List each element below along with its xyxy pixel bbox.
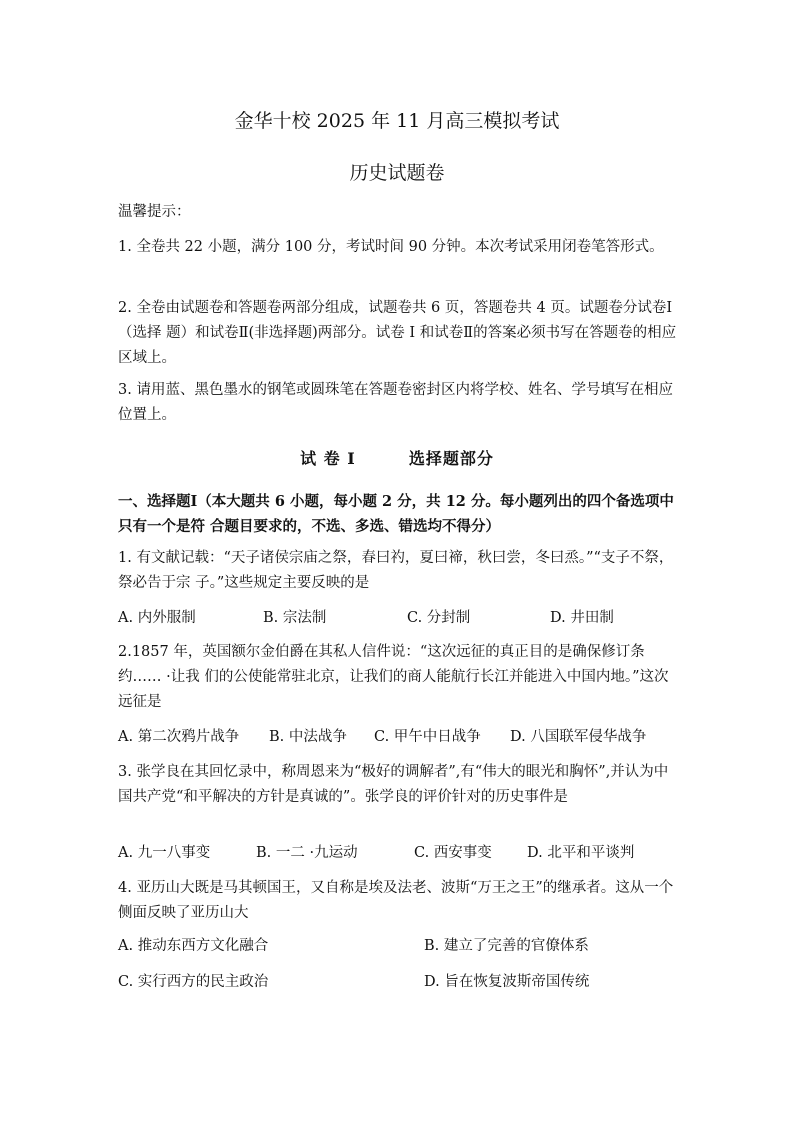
question-3-option-c: C. 西安事变: [414, 845, 492, 861]
question-2-option-d: D. 八国联军侵华战争: [510, 729, 647, 745]
question-1-stem: 1. 有文献记载：“天子诸侯宗庙之祭，春曰礿，夏曰禘，秋曰尝，冬曰烝。”“支子不祭，祭必告于宗 子。”这些规定主要反映的是: [118, 550, 674, 591]
notice-item-1: 1. 全卷共 22 小题，满分 100 分，考试时间 90 分钟。本次考试采用闭卷笔答形式。: [118, 239, 664, 255]
question-2-option-b: B. 中法战争: [269, 729, 347, 745]
question-1-option-d: D. 井田制: [550, 610, 614, 626]
question-3-option-d: D. 北平和平谈判: [527, 845, 635, 861]
question-2-option-c: C. 甲午中日战争: [374, 729, 481, 745]
question-3-stem: 3. 张学良在其回忆录中，称周恩来为“极好的调解者”,有“伟大的眼光和胸怀”,并认为中国共产党“和平解决的方针是真诚的”。张学良的评价针对的历史事件是: [118, 764, 669, 805]
question-4-option-b: B. 建立了完善的官僚体系: [424, 938, 589, 954]
section-label: 选择题部分: [408, 449, 494, 468]
question-4-option-a: A. 推动东西方文化融合: [118, 938, 269, 954]
question-3-option-a: A. 九一八事变: [118, 845, 211, 861]
question-4-option-c: C. 实行西方的民主政治: [118, 974, 269, 990]
question-1-option-a: A. 内外服制: [118, 610, 196, 626]
notice-item-2: 2. 全卷由试题卷和答题卷两部分组成，试题卷共 6 页，答题卷共 4 页。试题卷分试卷Ⅰ （选择 题）和试卷Ⅱ(非选择题)两部分。试卷 Ⅰ 和试卷Ⅱ的答案必须书写在答题卷的相应区域上。: [118, 300, 677, 366]
question-2-option-a: A. 第二次鸦片战争: [118, 729, 240, 745]
question-2-stem: 2.1857 年，英国额尔金伯爵在其私人信件说：“这次远征的真正目的是确保修订条约…… ·让我 们的公使能常驻北京，让我们的商人能航行长江并能进入中国内地。”这次远征是: [118, 644, 669, 710]
section-name: 试 卷 Ⅰ: [300, 449, 356, 468]
question-4-stem: 4. 亚历山大既是马其顿国王，又自称是埃及法老、波斯“万王之王”的继承者。这从一个侧面反映了亚历山大: [118, 880, 674, 921]
question-3-option-b: B. 一二 ·九运动: [256, 845, 358, 861]
question-4-option-d: D. 旨在恢复波斯帝国传统: [424, 974, 590, 990]
question-1-option-b: B. 宗法制: [263, 610, 327, 626]
section-header: [0, 446, 794, 469]
paper-subtitle: 历史试题卷: [349, 162, 445, 184]
part-one-instructions: 一、选择题Ⅰ（本大题共 6 小题，每小题 2 分，共 12 分。每小题列出的四个备选项中只有一个是符 合题目要求的，不选、多选、错选均不得分）: [118, 493, 674, 535]
question-1-option-c: C. 分封制: [407, 610, 471, 626]
notice-item-3: 3. 请用蓝、黑色墨水的钢笔或圆珠笔在答题卷密封区内将学校、姓名、学号填写在相应位置上。: [118, 382, 673, 423]
exam-title: 金华十校 2025 年 11 月高三模拟考试: [234, 110, 560, 132]
notice-heading: 温馨提示：: [118, 204, 191, 220]
